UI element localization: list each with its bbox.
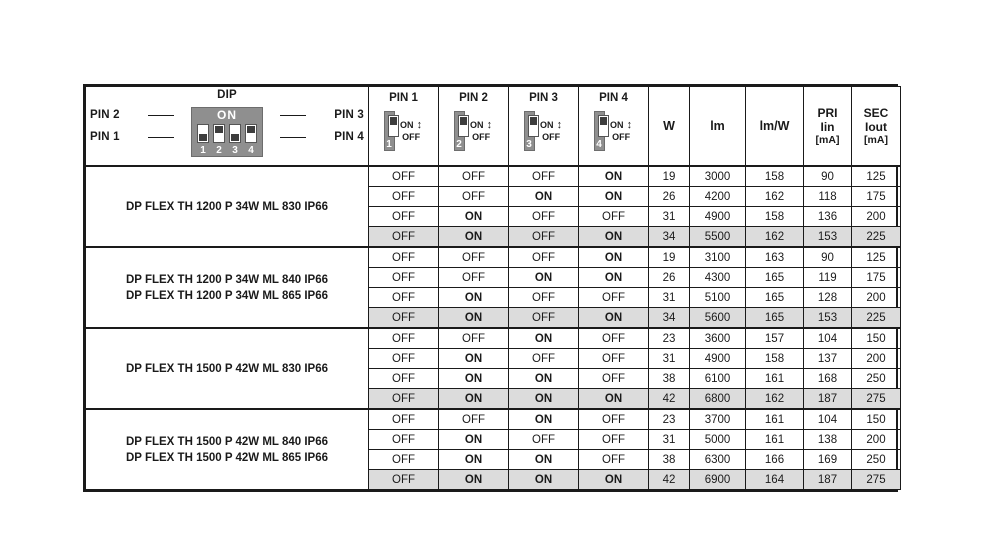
pin3-switch-body: [524, 111, 535, 151]
pri-symbol: Iin: [820, 120, 835, 134]
pin3-on-label: ON: [539, 120, 554, 130]
pin4-state-cell: OFF: [579, 369, 649, 389]
lumen-cell: 5500: [690, 227, 746, 248]
dip-number-1: 1: [200, 145, 206, 156]
column-header-lm-per-w: lm/W: [746, 87, 804, 167]
pin3-state-cell: ON: [509, 389, 579, 410]
pin1-state-cell: OFF: [369, 268, 439, 288]
pin2-state-cell: ON: [439, 227, 509, 248]
pin4-state-cell: OFF: [579, 349, 649, 369]
product-name: DP FLEX TH 1500 P 42W ML 865 IP66: [126, 451, 328, 464]
efficacy-cell: 165: [746, 268, 804, 288]
wattage-cell: 34: [649, 227, 690, 248]
secondary-current-cell: 225: [852, 227, 901, 248]
wattage-cell: 31: [649, 430, 690, 450]
efficacy-cell: 162: [746, 227, 804, 248]
pin2-state-cell: OFF: [439, 166, 509, 187]
product-name: DP FLEX TH 1500 P 42W ML 840 IP66: [126, 435, 328, 448]
primary-current-cell: 137: [804, 349, 852, 369]
sec-title: SEC: [863, 106, 889, 120]
pin2-label: PIN 2: [459, 92, 488, 104]
pin4-arrow-icon: ↕: [626, 119, 633, 131]
wattage-cell: 42: [649, 389, 690, 410]
pin4-switch-icon: [594, 111, 634, 151]
pin2-header: [439, 87, 509, 167]
pin2-on-label: ON: [469, 120, 484, 130]
secondary-current-cell: 150: [852, 328, 901, 349]
pin4-off-label: OFF: [612, 132, 631, 142]
dip-switch-icon: [191, 107, 263, 157]
pin1-header: [369, 87, 439, 167]
product-name-cell: [86, 166, 369, 247]
pin1-on-label: ON: [399, 120, 414, 130]
secondary-current-cell: 250: [852, 450, 901, 470]
pin1-number: 1: [386, 139, 392, 150]
pin2-state-cell: ON: [439, 349, 509, 369]
pin4-state-cell: OFF: [579, 207, 649, 227]
dip-number-3: 3: [232, 145, 238, 156]
primary-current-cell: 119: [804, 268, 852, 288]
pin1-state-cell: OFF: [369, 369, 439, 389]
secondary-current-cell: 200: [852, 207, 901, 227]
pin3-onoff: [539, 119, 564, 143]
secondary-current-cell: 200: [852, 430, 901, 450]
dip-number-2: 2: [216, 145, 222, 156]
pin1-state-cell: OFF: [369, 227, 439, 248]
pin3-off-label: OFF: [542, 132, 561, 142]
pin2-state-cell: ON: [439, 450, 509, 470]
product-name-cell: [86, 247, 369, 328]
pin4-state-cell: ON: [579, 308, 649, 329]
secondary-current-cell: 175: [852, 268, 901, 288]
specification-table: [85, 86, 901, 490]
lumen-cell: 6900: [690, 470, 746, 490]
pri-unit: [mA]: [815, 134, 840, 146]
primary-current-cell: 104: [804, 409, 852, 430]
pin1-arrow-icon: ↕: [416, 119, 423, 131]
lumen-cell: 6100: [690, 369, 746, 389]
primary-current-cell: 153: [804, 227, 852, 248]
pin4-state-cell: ON: [579, 247, 649, 268]
secondary-current-cell: 150: [852, 409, 901, 430]
efficacy-cell: 157: [746, 328, 804, 349]
pin4-label: PIN 4: [599, 92, 628, 104]
pin2-state-cell: OFF: [439, 409, 509, 430]
pin2-state-cell: ON: [439, 288, 509, 308]
dip-label-pin2: PIN 2: [90, 109, 120, 121]
pin2-arrow-icon: ↕: [486, 119, 493, 131]
table-body: [86, 166, 901, 490]
pin4-state-cell: OFF: [579, 450, 649, 470]
pin2-state-cell: OFF: [439, 268, 509, 288]
lumen-cell: 3700: [690, 409, 746, 430]
pin3-state-cell: OFF: [509, 227, 579, 248]
leader-line-pin1: [148, 137, 174, 138]
primary-current-cell: 90: [804, 166, 852, 187]
pin1-state-cell: OFF: [369, 389, 439, 410]
efficacy-cell: 164: [746, 470, 804, 490]
column-header-w: W: [649, 87, 690, 167]
leader-line-pin2: [148, 115, 174, 116]
pin3-header: [509, 87, 579, 167]
product-name-cell: [86, 409, 369, 490]
dip-switch-specification-table: [83, 84, 898, 492]
pin3-state-cell: OFF: [509, 349, 579, 369]
efficacy-cell: 158: [746, 349, 804, 369]
efficacy-cell: 162: [746, 389, 804, 410]
dip-slot-4: [245, 124, 257, 143]
pin1-state-cell: OFF: [369, 430, 439, 450]
table-row: [86, 166, 901, 187]
secondary-current-cell: 125: [852, 166, 901, 187]
pin2-state-cell: ON: [439, 207, 509, 227]
primary-current-cell: 138: [804, 430, 852, 450]
wattage-cell: 26: [649, 187, 690, 207]
efficacy-cell: 166: [746, 450, 804, 470]
pin4-state-cell: OFF: [579, 409, 649, 430]
pin2-state-cell: ON: [439, 389, 509, 410]
lumen-cell: 3100: [690, 247, 746, 268]
wattage-cell: 34: [649, 308, 690, 329]
wattage-cell: 31: [649, 349, 690, 369]
efficacy-cell: 162: [746, 187, 804, 207]
dip-title: DIP: [217, 89, 237, 101]
pin1-state-cell: OFF: [369, 288, 439, 308]
pin3-state-cell: ON: [509, 187, 579, 207]
wattage-cell: 31: [649, 288, 690, 308]
secondary-current-cell: 125: [852, 247, 901, 268]
lumen-cell: 3000: [690, 166, 746, 187]
pin1-label: PIN 1: [389, 92, 418, 104]
column-header-lm: lm: [690, 87, 746, 167]
lumen-cell: 5000: [690, 430, 746, 450]
secondary-current-cell: 275: [852, 470, 901, 490]
wattage-cell: 26: [649, 268, 690, 288]
pin1-switch-icon: [384, 111, 424, 151]
primary-current-cell: 168: [804, 369, 852, 389]
pin4-state-cell: ON: [579, 187, 649, 207]
wattage-cell: 38: [649, 369, 690, 389]
pin4-state-cell: ON: [579, 268, 649, 288]
sec-unit: [mA]: [864, 134, 888, 146]
pin1-state-cell: OFF: [369, 450, 439, 470]
primary-current-cell: 128: [804, 288, 852, 308]
pin4-switch-body: [594, 111, 605, 151]
pin4-state-cell: ON: [579, 166, 649, 187]
pin1-switch-body: [384, 111, 395, 151]
pin3-state-cell: ON: [509, 470, 579, 490]
pin4-header: [579, 87, 649, 167]
pin4-state-cell: ON: [579, 389, 649, 410]
pin4-state-cell: ON: [579, 470, 649, 490]
dip-diagram-cell: [86, 87, 369, 167]
lumen-cell: 3600: [690, 328, 746, 349]
wattage-cell: 31: [649, 207, 690, 227]
pin3-state-cell: ON: [509, 369, 579, 389]
secondary-current-cell: 200: [852, 288, 901, 308]
table-row: [86, 409, 901, 430]
pin3-state-cell: ON: [509, 268, 579, 288]
primary-current-cell: 136: [804, 207, 852, 227]
column-header-pri: [804, 87, 852, 167]
wattage-cell: 23: [649, 328, 690, 349]
pin2-state-cell: OFF: [439, 328, 509, 349]
dip-label-pin3: PIN 3: [334, 109, 364, 121]
pin4-state-cell: OFF: [579, 430, 649, 450]
efficacy-cell: 158: [746, 207, 804, 227]
lumen-cell: 5600: [690, 308, 746, 329]
efficacy-cell: 165: [746, 308, 804, 329]
pin1-off-label: OFF: [402, 132, 421, 142]
efficacy-cell: 158: [746, 166, 804, 187]
primary-current-cell: 118: [804, 187, 852, 207]
lumen-cell: 4200: [690, 187, 746, 207]
table-row: [86, 247, 901, 268]
dip-label-pin4: PIN 4: [334, 131, 364, 143]
lumen-cell: 4900: [690, 207, 746, 227]
efficacy-cell: 165: [746, 288, 804, 308]
pin2-switch-body: [454, 111, 465, 151]
table-header-row: [86, 87, 901, 167]
product-name: DP FLEX TH 1200 P 34W ML 830 IP66: [126, 200, 328, 213]
dip-slot-3: [229, 124, 241, 143]
pin2-switch-icon: [454, 111, 494, 151]
pin2-number: 2: [456, 139, 462, 150]
secondary-current-cell: 225: [852, 308, 901, 329]
dip-label-pin1: PIN 1: [90, 131, 120, 143]
product-name-cell: [86, 328, 369, 409]
pin4-on-label: ON: [609, 120, 624, 130]
pin3-state-cell: OFF: [509, 166, 579, 187]
efficacy-cell: 163: [746, 247, 804, 268]
primary-current-cell: 187: [804, 389, 852, 410]
pin3-state-cell: ON: [509, 328, 579, 349]
lumen-cell: 6300: [690, 450, 746, 470]
pin1-state-cell: OFF: [369, 349, 439, 369]
wattage-cell: 38: [649, 450, 690, 470]
dip-switch-on-label: ON: [217, 108, 237, 122]
pin3-state-cell: OFF: [509, 430, 579, 450]
pin3-state-cell: ON: [509, 450, 579, 470]
pin1-state-cell: OFF: [369, 166, 439, 187]
pin4-state-cell: OFF: [579, 288, 649, 308]
product-name: DP FLEX TH 1200 P 34W ML 840 IP66: [126, 273, 328, 286]
wattage-cell: 42: [649, 470, 690, 490]
pin3-switch-icon: [524, 111, 564, 151]
pin2-state-cell: ON: [439, 470, 509, 490]
pin2-state-cell: OFF: [439, 247, 509, 268]
pin3-state-cell: OFF: [509, 247, 579, 268]
pin1-state-cell: OFF: [369, 308, 439, 329]
pin3-state-cell: OFF: [509, 207, 579, 227]
secondary-current-cell: 175: [852, 187, 901, 207]
wattage-cell: 19: [649, 166, 690, 187]
pin4-onoff: [609, 119, 634, 143]
efficacy-cell: 161: [746, 369, 804, 389]
sec-symbol: Iout: [865, 120, 887, 134]
pin3-arrow-icon: ↕: [556, 119, 563, 131]
pin2-off-label: OFF: [472, 132, 491, 142]
dip-slot-2: [213, 124, 225, 143]
pin1-state-cell: OFF: [369, 247, 439, 268]
pin3-number: 3: [526, 139, 532, 150]
product-name: DP FLEX TH 1200 P 34W ML 865 IP66: [126, 289, 328, 302]
primary-current-cell: 169: [804, 450, 852, 470]
lumen-cell: 4300: [690, 268, 746, 288]
leader-line-pin3: [280, 115, 306, 116]
primary-current-cell: 187: [804, 470, 852, 490]
pin1-state-cell: OFF: [369, 328, 439, 349]
pri-title: PRI: [817, 106, 838, 120]
pin2-state-cell: ON: [439, 308, 509, 329]
pin2-state-cell: OFF: [439, 187, 509, 207]
secondary-current-cell: 200: [852, 349, 901, 369]
product-name: DP FLEX TH 1500 P 42W ML 830 IP66: [126, 362, 328, 375]
pin1-state-cell: OFF: [369, 470, 439, 490]
pin3-state-cell: OFF: [509, 288, 579, 308]
pin1-state-cell: OFF: [369, 207, 439, 227]
column-header-sec: [852, 87, 901, 167]
pin4-number: 4: [596, 139, 602, 150]
efficacy-cell: 161: [746, 430, 804, 450]
pin2-state-cell: ON: [439, 369, 509, 389]
pin3-label: PIN 3: [529, 92, 558, 104]
secondary-current-cell: 250: [852, 369, 901, 389]
efficacy-cell: 161: [746, 409, 804, 430]
primary-current-cell: 153: [804, 308, 852, 329]
secondary-current-cell: 275: [852, 389, 901, 410]
pin3-state-cell: ON: [509, 409, 579, 430]
lumen-cell: 6800: [690, 389, 746, 410]
pin4-state-cell: OFF: [579, 328, 649, 349]
dip-slot-1: [197, 124, 209, 143]
pin4-state-cell: ON: [579, 227, 649, 248]
pin2-onoff: [469, 119, 494, 143]
wattage-cell: 19: [649, 247, 690, 268]
dip-switch-slots: [197, 124, 257, 143]
pin3-state-cell: OFF: [509, 308, 579, 329]
primary-current-cell: 104: [804, 328, 852, 349]
dip-number-4: 4: [248, 145, 254, 156]
lumen-cell: 4900: [690, 349, 746, 369]
leader-line-pin4: [280, 137, 306, 138]
table-row: [86, 328, 901, 349]
pin1-state-cell: OFF: [369, 187, 439, 207]
dip-switch-numbers: [197, 145, 257, 156]
pin2-state-cell: ON: [439, 430, 509, 450]
primary-current-cell: 90: [804, 247, 852, 268]
pin1-onoff: [399, 119, 424, 143]
lumen-cell: 5100: [690, 288, 746, 308]
wattage-cell: 23: [649, 409, 690, 430]
pin1-state-cell: OFF: [369, 409, 439, 430]
